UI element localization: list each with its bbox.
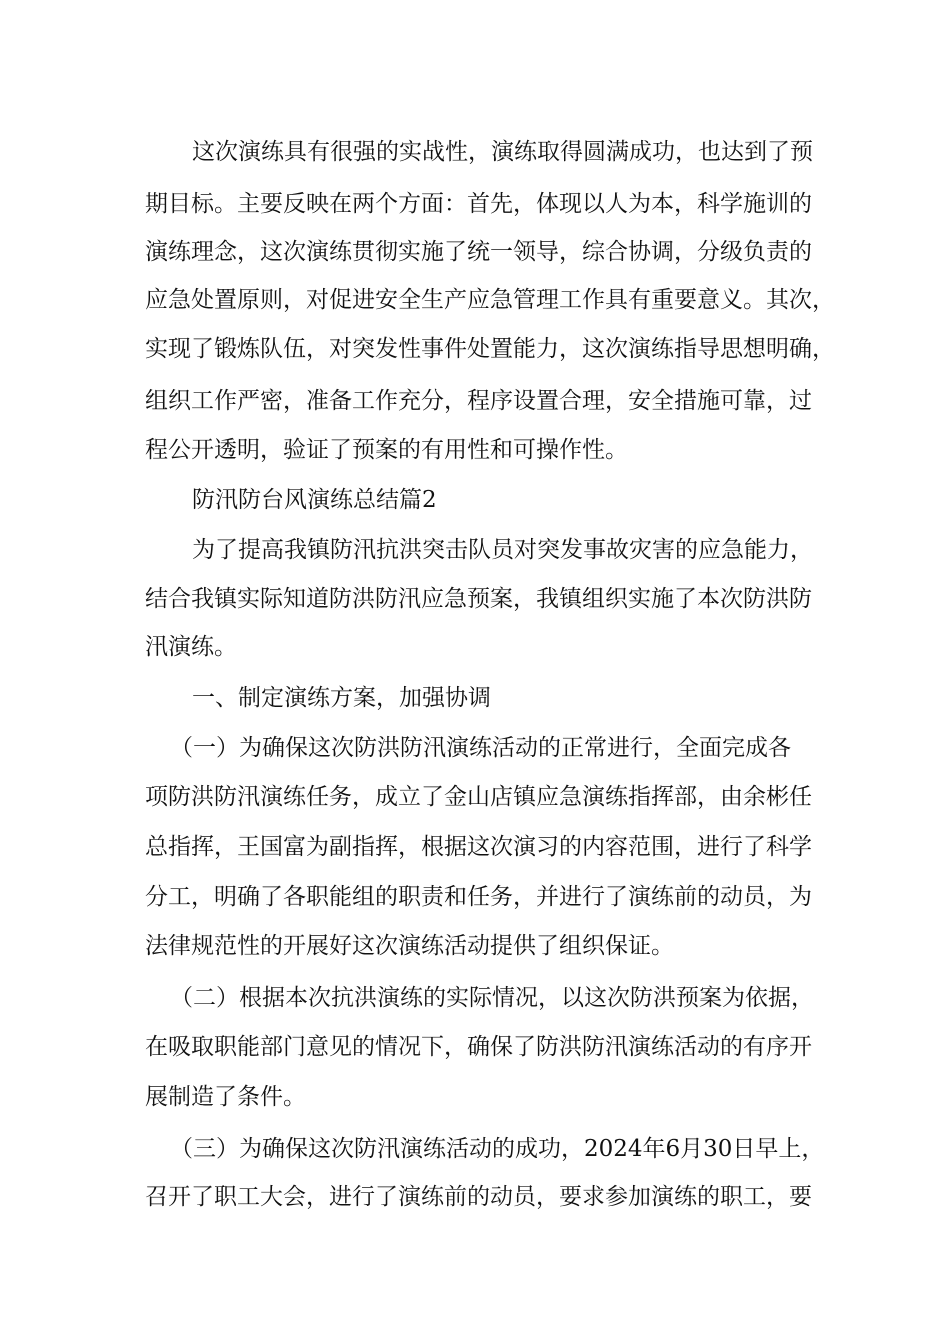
- text: 展制造了条件。: [145, 1084, 306, 1110]
- text: 分工，明确了各职能组的职责和任务，并进行了演练前的动员，为: [145, 884, 812, 910]
- text: 实现了锻炼队伍，对突发性事件处置能力，这次演练指导思想明确，: [145, 336, 835, 362]
- text: （三）为确保这次防汛演练活动的成功，2024年6月30日早上，: [170, 1136, 825, 1162]
- item-1-line-4: [0, 879, 950, 915]
- text: 演练理念，这次演练贯彻实施了统一领导，综合协调，分级负责的: [145, 239, 812, 265]
- section-heading-1: [0, 680, 950, 716]
- text: 程公开透明，验证了预案的有用性和可操作性。: [145, 437, 628, 463]
- text: 为了提高我镇防汛抗洪突击队员对突发事故灾害的应急能力，: [192, 537, 813, 563]
- item-1-line-2: [0, 779, 950, 815]
- paragraph-1-line-2: [0, 186, 950, 222]
- paragraph-2-line-2: [0, 581, 950, 617]
- text: 法律规范性的开展好这次演练活动提供了组织保证。: [145, 933, 674, 959]
- text: 期目标。主要反映在两个方面：首先，体现以人为本，科学施训的: [145, 191, 812, 217]
- item-1-line-3: [0, 829, 950, 865]
- text: 组织工作严密，准备工作充分，程序设置合理，安全措施可靠，过: [145, 388, 812, 414]
- text: 这次演练具有很强的实战性，演练取得圆满成功，也达到了预: [192, 139, 813, 165]
- text: 应急处置原则，对促进安全生产应急管理工作具有重要意义。其次，: [145, 287, 835, 313]
- text: 总指挥，王国富为副指挥，根据这次演习的内容范围，进行了科学: [145, 834, 812, 860]
- section-heading-part-2: [0, 482, 950, 518]
- text: 一、制定演练方案，加强协调: [192, 685, 491, 711]
- text: 召开了职工大会，进行了演练前的动员，要求参加演练的职工，要: [145, 1184, 812, 1210]
- item-2-line-2: [0, 1029, 950, 1065]
- item-3-line-2: [0, 1179, 950, 1215]
- paragraph-1-line-3: [0, 234, 950, 270]
- text: 项防洪防汛演练任务，成立了金山店镇应急演练指挥部，由余彬任: [145, 784, 812, 810]
- paragraph-1-line-6: [0, 383, 950, 419]
- text: 在吸取职能部门意见的情况下，确保了防洪防汛演练活动的有序开: [145, 1034, 812, 1060]
- text: 汛演练。: [145, 634, 237, 660]
- text: 结合我镇实际知道防洪防汛应急预案，我镇组织实施了本次防洪防: [145, 586, 812, 612]
- paragraph-1-line-7: [0, 432, 950, 468]
- item-2-line-1: [0, 980, 950, 1016]
- text: （一）为确保这次防洪防汛演练活动的正常进行，全面完成各: [170, 735, 791, 761]
- text: 防汛防台风演练总结篇2: [192, 487, 437, 513]
- paragraph-2-line-3: [0, 629, 950, 665]
- item-1-line-5: [0, 928, 950, 964]
- paragraph-1-line-1: [0, 134, 950, 170]
- item-2-line-3: [0, 1079, 950, 1115]
- paragraph-2-line-1: [0, 532, 950, 568]
- item-1-line-1: [0, 730, 950, 766]
- paragraph-1-line-4: [0, 282, 950, 318]
- paragraph-1-line-5: [0, 331, 950, 367]
- item-3-line-1: [0, 1131, 950, 1167]
- text: （二）根据本次抗洪演练的实际情况，以这次防洪预案为依据，: [170, 985, 814, 1011]
